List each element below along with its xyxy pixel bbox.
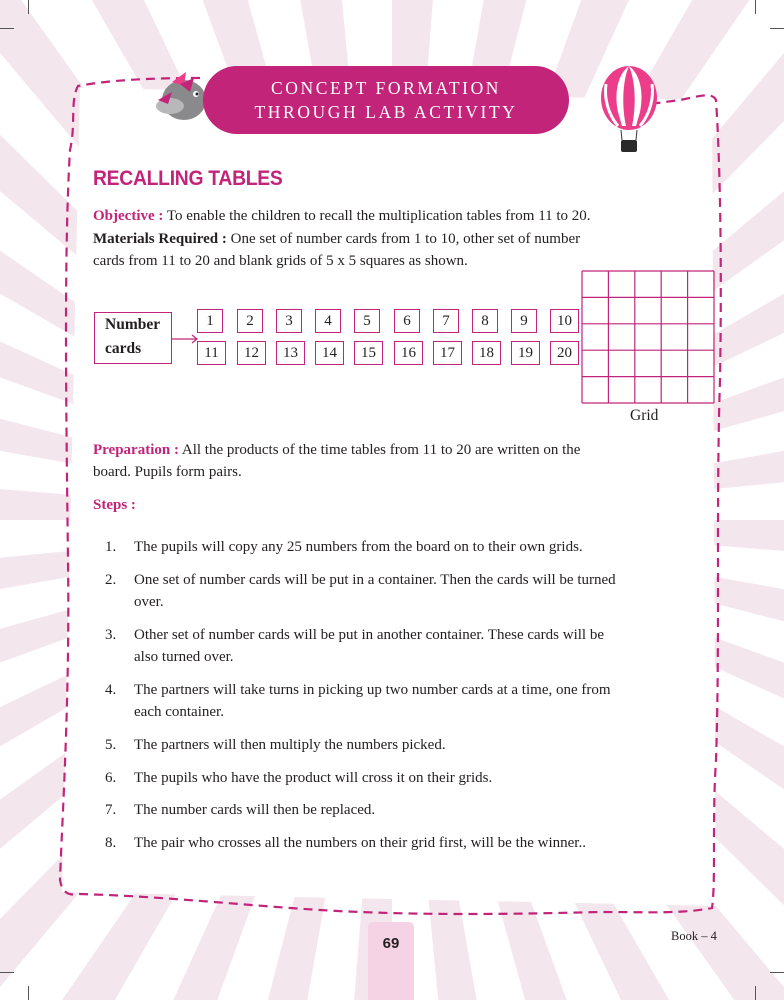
steps-label: Steps : bbox=[93, 497, 136, 513]
objective-label: Objective : bbox=[93, 208, 164, 224]
grid-caption: Grid bbox=[630, 407, 659, 424]
number-card: 8 bbox=[472, 309, 498, 333]
step-text-line1: One set of number cards will be put in a container. Then the cards will be turned bbox=[134, 572, 616, 588]
step-number: 3. bbox=[105, 627, 117, 643]
objective-text: To enable the children to recall the multiplication tables from 11 to 20. bbox=[163, 208, 591, 224]
step-text-line1: The partners will take turns in picking up two number cards at a time, one from bbox=[134, 682, 611, 698]
number-card: 6 bbox=[394, 309, 420, 333]
page-title: RECALLING TABLES bbox=[93, 167, 283, 190]
number-card: 13 bbox=[276, 341, 305, 365]
number-card: 15 bbox=[354, 341, 383, 365]
step-text-line1: The number cards will then be replaced. bbox=[134, 802, 376, 818]
number-card: 10 bbox=[550, 309, 579, 333]
materials-label: Materials Required : bbox=[93, 231, 227, 247]
step-text bbox=[134, 569, 709, 613]
banner-line-1: CONCEPT FORMATION bbox=[270, 78, 502, 98]
number-card: 2 bbox=[237, 309, 263, 333]
step-text-line2: also turned over. bbox=[134, 649, 234, 665]
step-number: 2. bbox=[105, 572, 117, 588]
objective-paragraph bbox=[93, 205, 693, 227]
number-card: 4 bbox=[315, 309, 341, 333]
preparation-text-line2: board. Pupils form pairs. bbox=[93, 464, 242, 480]
banner-line-2: THROUGH LAB ACTIVITY bbox=[254, 102, 518, 122]
materials-paragraph bbox=[93, 228, 693, 272]
step-text-line1: The pupils will copy any 25 numbers from the board on to their own grids. bbox=[134, 539, 583, 555]
step-text-line2: each container. bbox=[134, 704, 224, 720]
number-card: 14 bbox=[315, 341, 344, 365]
page-number: 69 bbox=[368, 922, 414, 1000]
step-number: 1. bbox=[105, 539, 117, 555]
number-card: 7 bbox=[433, 309, 459, 333]
number-card: 12 bbox=[237, 341, 266, 365]
number-card: 18 bbox=[472, 341, 501, 365]
hot-air-balloon-icon bbox=[598, 64, 660, 156]
step-text bbox=[134, 799, 709, 821]
section-banner bbox=[203, 66, 569, 134]
number-cards-label bbox=[94, 312, 172, 364]
step-text-line1: The pupils who have the product will cross it on their grids. bbox=[134, 770, 493, 786]
number-card: 9 bbox=[511, 309, 537, 333]
number-card: 5 bbox=[354, 309, 380, 333]
number-card: 3 bbox=[276, 309, 302, 333]
number-card: 1 bbox=[197, 309, 223, 333]
step-text-line1: Other set of number cards will be put in another container. These cards will be bbox=[134, 627, 604, 643]
step-text bbox=[134, 767, 709, 789]
number-card: 19 bbox=[511, 341, 540, 365]
step-number: 8. bbox=[105, 835, 117, 851]
step-text bbox=[134, 832, 709, 854]
step-text bbox=[134, 624, 709, 668]
step-number: 7. bbox=[105, 802, 117, 818]
number-cards-label-line1: Number bbox=[105, 316, 161, 333]
step-number: 6. bbox=[105, 770, 117, 786]
number-card: 16 bbox=[394, 341, 423, 365]
step-text-line1: The partners will then multiply the numbers picked. bbox=[134, 737, 446, 753]
preparation-text-line1: All the products of the time tables from 11 to 20 are written on the bbox=[178, 442, 581, 458]
number-card: 17 bbox=[433, 341, 462, 365]
blank-grid bbox=[581, 270, 715, 404]
step-text bbox=[134, 679, 709, 723]
number-cards-label-line2: cards bbox=[105, 340, 142, 357]
step-number: 5. bbox=[105, 737, 117, 753]
step-text-line1: The pair who crosses all the numbers on their grid first, will be the winner.. bbox=[134, 835, 586, 851]
step-text bbox=[134, 536, 709, 558]
number-card: 11 bbox=[197, 341, 226, 365]
materials-text-line2: cards from 11 to 20 and blank grids of 5 x 5 squares as shown. bbox=[93, 253, 468, 269]
preparation-label: Preparation : bbox=[93, 442, 179, 458]
materials-text-line1: One set of number cards from 1 to 10, other set of number bbox=[226, 231, 581, 247]
step-number: 4. bbox=[105, 682, 117, 698]
step-text-line2: over. bbox=[134, 594, 164, 610]
preparation-paragraph bbox=[93, 439, 693, 483]
step-text bbox=[134, 734, 709, 756]
number-card: 20 bbox=[550, 341, 579, 365]
book-label: Book – 4 bbox=[671, 929, 717, 943]
